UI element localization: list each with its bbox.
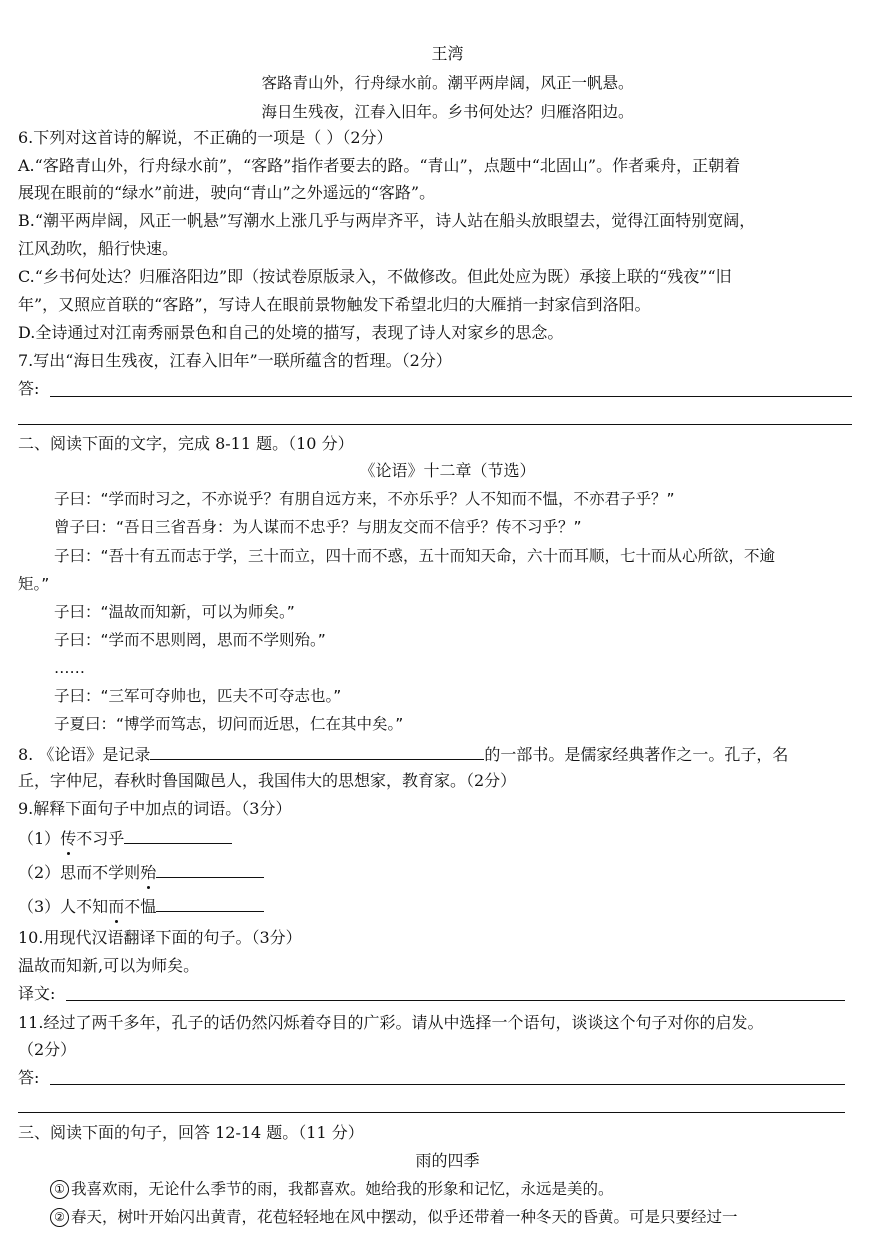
q9-item-1-number: （1） [18,829,61,848]
q6-option-a-line-2: 展现在眼前的“绿水”前进，驶向“青山”之外遥远的“客路”。 [18,183,436,202]
q9-item-1 [18,826,232,850]
q11-stem: 11.经过了两千多年，孔子的话仍然闪烁着夺目的广彩。请从中选择一个语句，谈谈这个句子对你的启发。 [18,1013,764,1032]
q6-stem: 6.下列对这首诗的解说，不正确的一项是（ ）（2分） [18,128,393,147]
q6-option-c-line-2: 年”，又照应首联的“客路”，写诗人在眼前景物触发下希望北归的大雁捎一封家信到洛阳。 [18,295,651,314]
q9-item-3 [18,894,264,918]
section-2-heading: 二、阅读下面的文字，完成 8-11 题。（10 分） [18,434,354,453]
poem-title: 王湾 [431,44,464,63]
q9-item-1-rest: 不习乎 [76,829,125,848]
q9-item-2-text: （2）思而不学则 [18,863,141,882]
q10-stem: 10.用现代汉语翻译下面的句子。（3分） [18,928,302,947]
poem-line-2: 海日生残夜，江春入旧年。乡书何处达？归雁洛阳边。 [261,103,634,121]
essay-paragraph-1 [50,1178,614,1200]
poem-line-1: 客路青山外，行舟绿水前。潮平两岸阔，风正一帆悬。 [261,74,634,92]
q10-sentence: 温故而知新,可以为师矣。 [18,956,200,975]
lunyu-passage-3-line-2: 矩。” [18,575,50,593]
lunyu-passage-6: 子曰：“三军可夺帅也，匹夫不可夺志也。” [54,687,342,705]
lunyu-passage-7: 子夏曰：“博学而笃志，切问而近思，仁在其中矣。” [54,715,404,733]
lunyu-passage-2: 曾子曰：“吾日三省吾身：为人谋而不忠乎？与朋友交而不信乎？传不习乎？” [54,518,582,536]
q11-answer-line-1[interactable] [50,1084,845,1085]
paragraph-number-2: ② [50,1208,69,1227]
q6-option-b-line-1: B.“潮平两岸阔，风正一帆悬”写潮水上涨几乎与两岸齐平，诗人站在船头放眼望去，觉得江面特别宽阔， [18,211,756,230]
q9-item-3-text: （3）人不知 [18,897,109,916]
lunyu-title: 《论语》十二章（节选） [359,461,536,480]
lunyu-passage-1: 子曰：“学而时习之，不亦说乎？有朋自远方来，不亦乐乎？人不知而不愠，不亦君子乎？” [54,490,675,508]
q6-option-a-line-1: A.“客路青山外，行舟绿水前”，“客路”指作者要去的路。“青山”，点题中“北固山”。作者乘舟，正朝着 [18,156,741,175]
q9-item-2 [18,860,264,884]
q6-option-d: D.全诗通过对江南秀丽景色和自己的处境的描写，表现了诗人对家乡的思念。 [18,323,564,342]
q8-text-before-blank: 8. 《论语》是记录 [18,745,151,764]
q7-answer-line-1[interactable] [50,396,852,397]
essay-paragraph-2 [50,1206,738,1228]
q8-text-after-blank: 的一部书。是儒家经典著作之一。孔子，名 [484,745,789,764]
q9-item-3-rest: 不愠 [124,897,157,916]
q8-answer-blank[interactable] [150,742,484,760]
q9-item-3-dotted-word: 而 [108,897,125,916]
lunyu-ellipsis: …… [54,659,85,677]
q11-answer-line-2[interactable] [18,1112,845,1113]
lunyu-passage-3-line-1: 子曰：“吾十有五而志于学，三十而立，四十而不惑，五十而知天命，六十而耳顺，七十而从心所欲，不逾 [54,547,776,565]
q9-item-1-blank[interactable] [124,826,232,844]
q7-answer-label: 答: [18,379,40,398]
q11-answer-label: 答: [18,1068,40,1087]
q9-item-1-dotted-word: 传 [60,829,77,848]
q7-answer-line-2[interactable] [18,424,852,425]
q6-option-b-line-2: 江风劲吹，船行快速。 [18,239,179,258]
q11-points: （2分） [18,1040,77,1059]
q7-stem: 7.写出“海日生残夜，江春入旧年”一联所蕴含的哲理。（2分） [18,351,452,370]
q8-line-1 [18,742,788,766]
q10-translation-line[interactable] [66,1000,845,1001]
q8-line-2: 丘，字仲尼，春秋时鲁国陬邑人，我国伟大的思想家，教育家。（2分） [18,771,517,790]
q9-item-2-blank[interactable] [156,860,264,878]
lunyu-passage-5: 子曰：“学而不思则罔，思而不学则殆。” [54,631,326,649]
paragraph-number-1: ① [50,1180,69,1199]
essay-title: 雨的四季 [415,1151,480,1170]
q9-item-2-dotted-word: 殆 [140,863,157,882]
lunyu-passage-4: 子曰：“温故而知新，可以为师矣。” [54,603,295,621]
section-3-heading: 三、阅读下面的句子，回答 12-14 题。（11 分） [18,1123,364,1142]
essay-paragraph-2-text: 春天，树叶开始闪出黄青，花苞轻轻地在风中摆动，似乎还带着一种冬天的昏黄。可是只要经过一 [71,1208,738,1226]
q10-translation-label: 译文: [18,984,56,1003]
q9-stem: 9.解释下面句子中加点的词语。（3分） [18,799,292,818]
q6-option-c-line-1: C.“乡书何处达？归雁洛阳边”即（按试卷原版录入，不做修改。但此处应为既）承接上联的“残夜”“旧 [18,267,732,286]
q9-item-3-blank[interactable] [156,894,264,912]
essay-paragraph-1-text: 我喜欢雨，无论什么季节的雨，我都喜欢。她给我的形象和记忆，永远是美的。 [71,1180,614,1198]
